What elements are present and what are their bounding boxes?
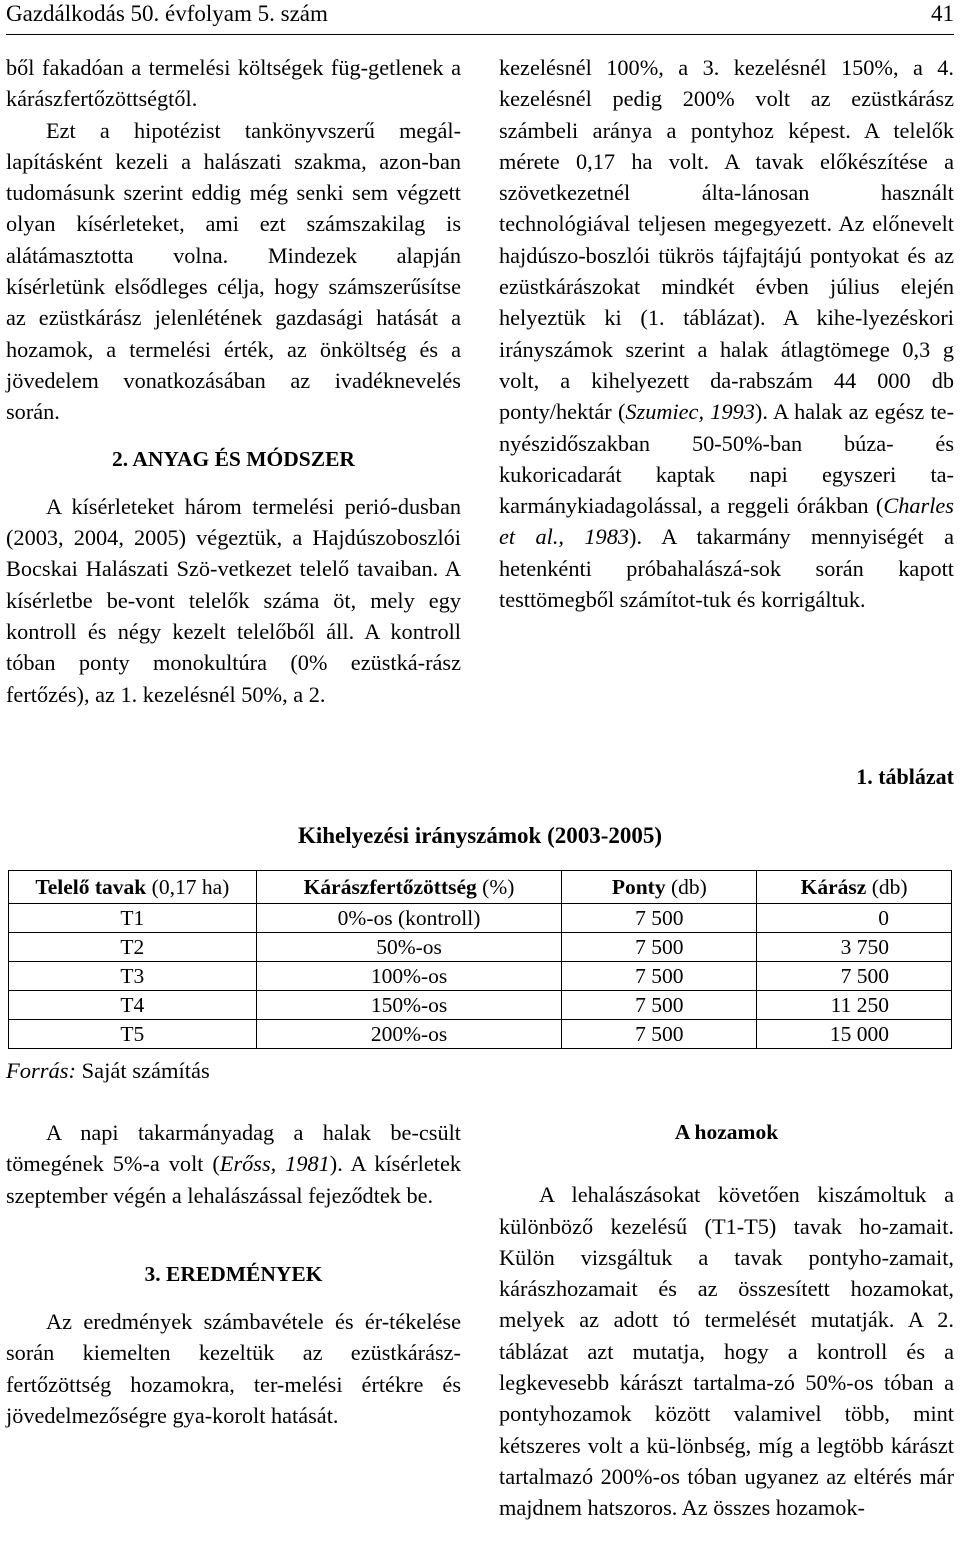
table-cell: T5 <box>9 1020 257 1049</box>
table-row <box>9 1020 952 1049</box>
table-cell: 7 500 <box>562 991 757 1020</box>
section-heading-methods: 2. ANYAG ÉS MÓDSZER <box>112 446 355 471</box>
text-run: ). A halak az egész te-nyészidőszakban 50-50%-ban búza- és kukoricadarát kaptak napi egyszeri ta-karmánykiadagolással, a reggeli órákban ( <box>499 399 954 519</box>
citation: Erőss, 1981 <box>219 1151 330 1177</box>
source-label: Forrás: <box>6 1058 77 1083</box>
table-cell: 200%-os <box>256 1020 562 1049</box>
table-cell: 7 500 <box>562 1020 757 1049</box>
column-header: Kárász (db) <box>757 871 952 904</box>
table-cell: 7 500 <box>757 962 952 991</box>
table-cell: 7 500 <box>562 962 757 991</box>
table-cell: 3 750 <box>757 933 952 962</box>
paragraph: ből fakadóan a termelési költségek füg-getlenek a kárászfertőzöttségtől. <box>6 55 461 112</box>
citation: Charles et al., 1983 <box>499 493 954 550</box>
table-row <box>9 904 952 933</box>
placement-table <box>8 870 952 1049</box>
table-label: 1. táblázat <box>856 764 954 789</box>
table-row <box>9 962 952 991</box>
table-cell: 15 000 <box>757 1020 952 1049</box>
table-cell: 150%-os <box>256 991 562 1020</box>
table-cell: 100%-os <box>256 962 562 991</box>
column-left-top <box>6 52 461 710</box>
section-heading-results: 3. EREDMÉNYEK <box>144 1261 323 1286</box>
table-cell: T1 <box>9 904 257 933</box>
page-header <box>6 0 954 35</box>
table-cell: 11 250 <box>757 991 952 1020</box>
source-text: Saját számítás <box>76 1058 210 1083</box>
text-run: ). A takarmány mennyiségét a hetenkénti próbahalászá-sok során kapott testtömegből számítot-tuk és korrigáltuk. <box>499 524 955 613</box>
column-header: Telelő tavak (0,17 ha) <box>9 871 257 904</box>
table-cell: 7 500 <box>562 904 757 933</box>
page-number: 41 <box>931 1 954 26</box>
paragraph: Az eredmények számbavétele és ér-tékelése során kiemelten kezeltük az ezüstkárász-fertőzöttség hozamokra, ter-melési értékre és jövedelmezőségre gya-korolt hatását. <box>6 1309 461 1429</box>
table-cell: T4 <box>9 991 257 1020</box>
column-right-bottom <box>499 1117 954 1524</box>
table-cell: 7 500 <box>562 933 757 962</box>
table-row <box>9 991 952 1020</box>
text-run: kezelésnél 100%, a 3. kezelésnél 150%, a 4. kezelésnél pedig 200% volt az ezüstkárász számbeli aránya a pontyhoz képest. A telelők mérete 0,17 ha volt. A tavak előkészítése a szövetkezetnél álta-lánosan használt technológiával teljesen megegyezett. Az előnevelt hajdúszo-boszlói tükrös tájfajtájú pontyokat és az ezüstkárászokat mindkét évben július elején helyeztük ki (1. táblázat). A kihe-lyezéskori irányszámok szerint a halak átlagtömege 0,3 g volt, a kihelyezett da-rabszám 44 000 db ponty/hektár ( <box>499 55 954 425</box>
column-header: Ponty (db) <box>562 871 757 904</box>
table-title: Kihelyezési irányszámok (2003-2005) <box>297 823 663 848</box>
table-cell: 0%-os (kontroll) <box>256 904 562 933</box>
column-left-bottom <box>6 1117 461 1431</box>
journal-title: Gazdálkodás 50. évfolyam 5. szám <box>6 1 328 26</box>
table-header-row <box>9 871 952 904</box>
table-cell: T3 <box>9 962 257 991</box>
paragraph <box>499 52 954 615</box>
paragraph: Ezt a hipotézist tankönyvszerű megál-lapításként kezeli a halászati szakma, azon-ban tudomásunk szerint eddig még senki sem végzett olyan kísérleteket, ami ezt számszakilag is alátámasztotta volna. Mindezek alapján kísérletünk elsődleges célja, hogy számszerűsítse az ezüstkárász jelenlétének gazdasági hatását a hozamok, a termelési érték, az önköltség és a jövedelem vonatkozásában az ivadéknevelés során. <box>6 117 461 425</box>
table-source <box>6 1058 210 1084</box>
table-row <box>9 933 952 962</box>
text-run: ). A kísérletek szeptember végén a lehalászással fejeződtek be. <box>6 1151 461 1208</box>
citation: Szumiec, 1993 <box>625 399 755 425</box>
column-header: Kárászfertőzöttség (%) <box>256 871 562 904</box>
subsection-heading-yields: A hozamok <box>674 1120 779 1144</box>
table-cell: 50%-os <box>256 933 562 962</box>
paragraph <box>6 1117 461 1211</box>
paragraph: A kísérleteket három termelési perió-dusban (2003, 2004, 2005) végeztük, a Hajdúszoboszlói Bocskai Halászati Szö-vetkezet telelő tavaiban. A kísérletbe be-vont telelők száma öt, mely egy kontroll és négy kezelt telelőből áll. A kontroll tóban ponty monokultúra (0% ezüstká-rász fertőzés), az 1. kezelésnél 50%, a 2. <box>6 493 461 707</box>
column-right-top <box>499 52 954 615</box>
table-cell: T2 <box>9 933 257 962</box>
text-run: A napi takarmányadag a halak be-csült tömegének 5%-a volt ( <box>6 1120 461 1177</box>
paragraph: A lehalászásokat követően kiszámoltuk a különböző kezelésű (T1-T5) tavak ho-zamait. Külön vizsgáltuk a tavak pontyho-zamait, kárászhozamait és az összesített hozamokat, melyek az adott tó termelését mutatják. A 2. táblázat azt mutatja, hogy a kontroll és a legkevesebb kárászt tartalma-zó 50%-os tóban a pontyhozamok között valamivel több, mint kétszeres volt a kü-lönbség, míg a legtöbb kárászt tartalmazó 200%-os tóban ugyanez az eltérés már majdnem hatszoros. Az összes hozamok- <box>499 1182 954 1521</box>
table-cell: 0 <box>757 904 952 933</box>
